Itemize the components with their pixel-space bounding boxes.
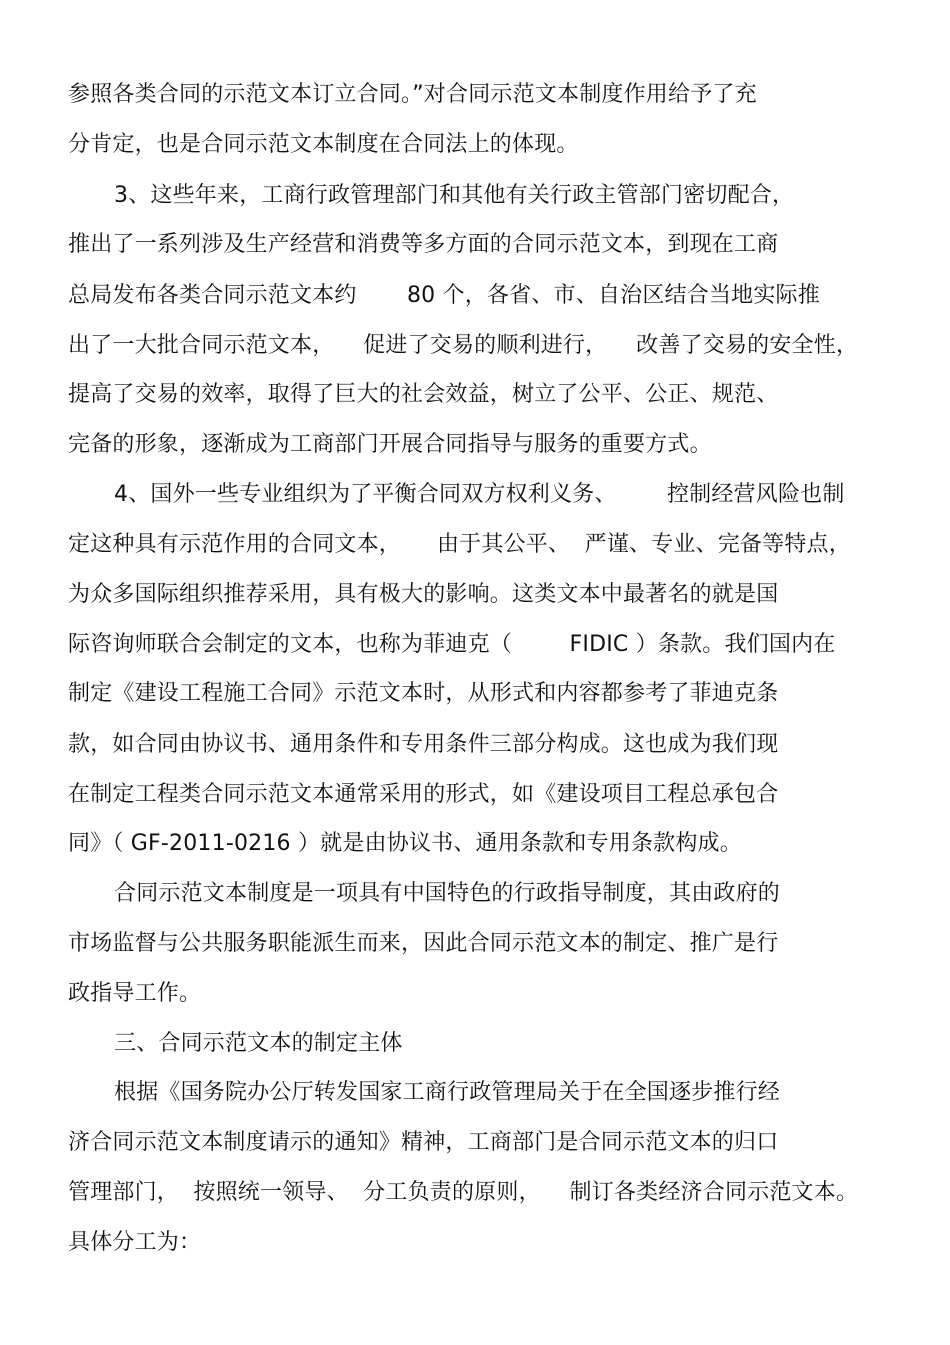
text-line: 参照各类合同的示范文本订立合同。”对合同示范文本制度作用给予了充	[68, 82, 757, 107]
text-line: 政指导工作。	[68, 981, 202, 1006]
text-line: 在制定工程类合同示范文本通常采用的形式，如《建设项目工程总承包合	[68, 782, 779, 807]
text-line: 为众多国际组织推荐采用，具有极大的影响。这类文本中最著名的就是国	[68, 582, 779, 607]
text-line: 同》（ GF-2011-0216 ）就是由协议书、通用条款和专用条款构成。	[68, 831, 742, 856]
text-line: 完备的形象，逐渐成为工商部门开展合同指导与服务的重要方式。	[68, 432, 712, 457]
text-line: 出了一大批合同示范文本， 促进了交易的顺利进行， 改善了交易的安全性，	[68, 333, 859, 358]
text-line: 款，如合同由协议书、通用条件和专用条件三部分构成。这也成为我们现	[68, 732, 779, 757]
text-line: 提高了交易的效率，取得了巨大的社会效益，树立了公平、公正、规范、	[68, 382, 779, 407]
text-line: 合同示范文本制度是一项具有中国特色的行政指导制度，其由政府的	[114, 881, 781, 906]
text-line: 定这种具有示范作用的合同文本， 由于其公平、 严谨、专业、完备等特点，	[68, 532, 851, 557]
text-line: 4、国外一些专业组织为了平衡合同双方权利义务、 控制经营风险也制	[114, 482, 845, 507]
text-line: 分肯定，也是合同示范文本制度在合同法上的体现。	[68, 132, 579, 157]
text-line: 管理部门， 按照统一领导、 分工负责的原则， 制订各类经济合同示范文本。	[68, 1180, 859, 1205]
text-line: 市场监督与公共服务职能派生而来，因此合同示范文本的制定、推广是行	[68, 931, 779, 956]
text-line: 制定《建设工程施工合同》示范文本时，从形式和内容都参考了菲迪克条	[68, 681, 779, 706]
text-line: 3、这些年来，工商行政管理部门和其他有关行政主管部门密切配合，	[114, 183, 795, 208]
section-heading: 三、合同示范文本的制定主体	[114, 1031, 403, 1056]
text-line: 济合同示范文本制度请示的通知》精神，工商部门是合同示范文本的归口	[68, 1130, 779, 1155]
text-line: 推出了一系列涉及生产经营和消费等多方面的合同示范文本，到现在工商	[68, 232, 779, 257]
text-line: 总局发布各类合同示范文本约 80 个，各省、市、自治区结合当地实际推	[68, 283, 820, 308]
text-line: 际咨询师联合会制定的文本，也称为菲迪克（ FIDIC ）条款。我们国内在	[68, 632, 836, 657]
text-line: 根据《国务院办公厅转发国家工商行政管理局关于在全国逐步推行经	[114, 1080, 781, 1105]
text-line: 具体分工为：	[68, 1230, 202, 1255]
